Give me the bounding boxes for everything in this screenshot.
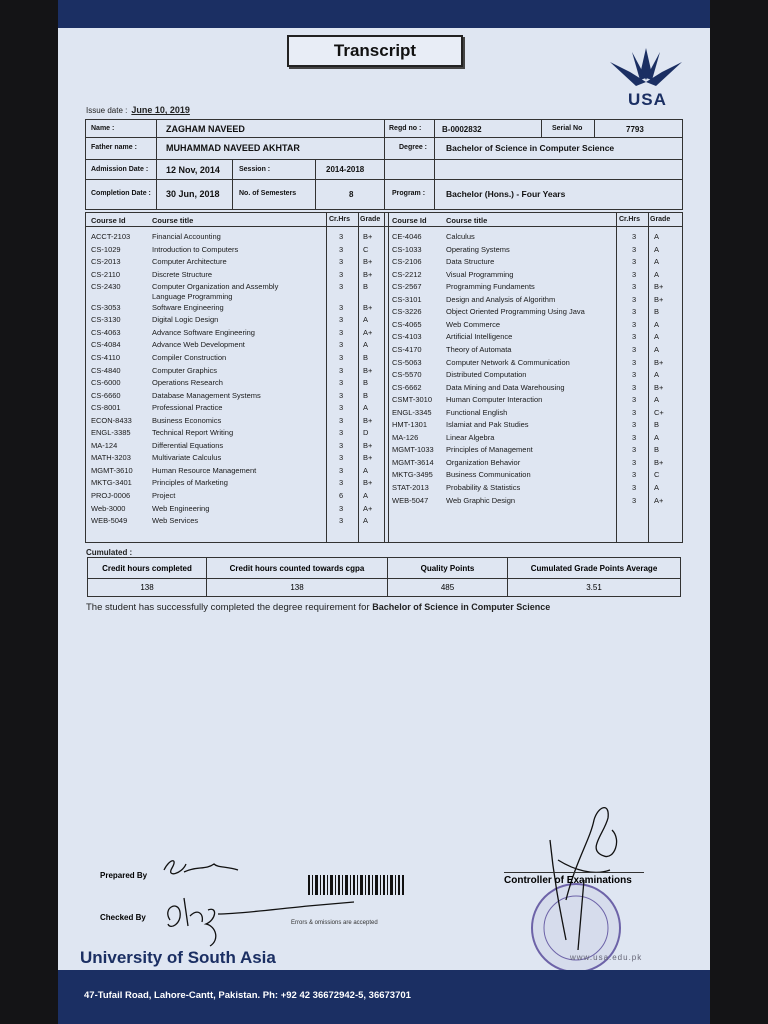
course-grade: A+ bbox=[654, 495, 664, 505]
course-id: ENGL-3385 bbox=[91, 428, 131, 438]
course-grade: C bbox=[363, 244, 369, 254]
course-title: Probability & Statistics bbox=[446, 483, 521, 492]
course-credit-hours: 6 bbox=[339, 491, 344, 500]
course-title: Human Resource Management bbox=[152, 465, 257, 475]
header-course-id-right: Course Id bbox=[392, 216, 427, 225]
course-id: PROJ-0006 bbox=[91, 491, 131, 500]
course-id: MA-126 bbox=[392, 432, 419, 442]
course-id: CS-3101 bbox=[392, 294, 422, 304]
course-grade: B+ bbox=[654, 357, 664, 367]
course-title: Web Engineering bbox=[152, 503, 210, 513]
course-id: MKTG-3495 bbox=[392, 470, 433, 480]
course-id: MATH-3203 bbox=[91, 453, 131, 463]
quality-points-value: 485 bbox=[440, 582, 455, 592]
course-grade: A bbox=[654, 244, 660, 254]
course-title: Computer Network & Communication bbox=[446, 357, 570, 367]
statement-text: The student has successfully completed the degree requirement for bbox=[86, 602, 370, 613]
footer-address: 47-Tufail Road, Lahore-Cantt, Pakistan. Ph: +92 42 36672942-5, 36673701 bbox=[84, 990, 411, 1001]
course-title: Visual Programming bbox=[446, 269, 514, 279]
session-label: Session : bbox=[239, 165, 271, 173]
course-grade: A bbox=[363, 403, 369, 413]
course-credit-hours: 3 bbox=[632, 483, 637, 492]
course-credit-hours: 3 bbox=[632, 357, 637, 367]
credit-hours-completed-header: Credit hours completed bbox=[102, 563, 192, 573]
course-title: Operating Systems bbox=[446, 244, 510, 254]
course-id: CS-2430 bbox=[91, 282, 121, 292]
course-title: Organization Behavior bbox=[446, 457, 521, 467]
prepared-by-label: Prepared By bbox=[100, 871, 148, 880]
course-grade: B+ bbox=[363, 269, 373, 279]
checked-by-label: Checked By bbox=[100, 913, 146, 922]
course-grade: A bbox=[654, 332, 660, 342]
course-title: Business Economics bbox=[152, 415, 222, 425]
course-credit-hours: 3 bbox=[632, 344, 637, 354]
course-credit-hours: 3 bbox=[632, 332, 637, 342]
course-title: Calculus bbox=[446, 232, 475, 241]
course-grade: B+ bbox=[363, 302, 373, 312]
father-name: MUHAMMAD NAVEED AKHTAR bbox=[166, 143, 300, 153]
course-credit-hours: 3 bbox=[632, 319, 637, 329]
course-credit-hours: 3 bbox=[339, 378, 344, 388]
course-id: CS-3130 bbox=[91, 315, 121, 325]
course-title: Advance Software Engineering bbox=[152, 327, 255, 337]
course-grade: C+ bbox=[654, 407, 664, 417]
course-grade: A bbox=[654, 232, 660, 241]
course-grade: A bbox=[654, 344, 660, 354]
course-title: Web Services bbox=[152, 516, 199, 526]
course-credit-hours: 3 bbox=[339, 232, 344, 241]
course-title: Project bbox=[152, 491, 176, 500]
course-credit-hours: 3 bbox=[339, 340, 344, 350]
course-title: Design and Analysis of Algorithm bbox=[446, 294, 556, 304]
course-grade: B+ bbox=[363, 257, 373, 267]
course-grade: B bbox=[654, 420, 660, 430]
course-id: CS-4084 bbox=[91, 340, 121, 350]
course-credit-hours: 3 bbox=[339, 440, 344, 450]
course-credit-hours: 3 bbox=[339, 302, 344, 312]
course-id: Web-3000 bbox=[91, 503, 126, 513]
course-id: CS-2106 bbox=[392, 257, 422, 267]
course-credit-hours: 3 bbox=[339, 257, 344, 267]
course-credit-hours: 3 bbox=[339, 327, 344, 337]
serial-label: Serial No bbox=[552, 125, 583, 132]
course-id: CS-2212 bbox=[392, 269, 422, 279]
course-grade: A bbox=[654, 257, 660, 267]
page-title: Transcript bbox=[287, 35, 463, 67]
completion-date: 30 Jun, 2018 bbox=[166, 189, 220, 199]
course-title: Islamiat and Pak Studies bbox=[446, 420, 529, 430]
course-credit-hours: 3 bbox=[339, 415, 344, 425]
course-title: Principles of Marketing bbox=[152, 478, 228, 488]
student-info-table bbox=[85, 119, 683, 210]
course-title: Technical Report Writing bbox=[152, 428, 234, 438]
course-credit-hours: 3 bbox=[632, 257, 637, 267]
course-credit-hours: 3 bbox=[632, 269, 637, 279]
course-grade: A+ bbox=[363, 503, 373, 513]
regd-number: B-0002832 bbox=[442, 124, 482, 134]
university-name: University of South Asia bbox=[80, 948, 276, 967]
course-grade: A bbox=[654, 370, 660, 380]
course-credit-hours: 3 bbox=[632, 370, 637, 380]
credit-hours-cgpa-value: 138 bbox=[290, 582, 304, 592]
header-cr-hrs: Cr.Hrs bbox=[329, 216, 351, 223]
course-title: Introduction to Computers bbox=[152, 244, 239, 254]
course-grade: B+ bbox=[654, 282, 664, 292]
course-id: CS-3053 bbox=[91, 302, 121, 312]
course-title-line2: Language Programming bbox=[152, 292, 233, 302]
course-credit-hours: 3 bbox=[339, 390, 344, 400]
course-title: Linear Algebra bbox=[446, 432, 495, 442]
course-title: Functional English bbox=[446, 407, 508, 417]
course-id: CS-6662 bbox=[392, 382, 422, 392]
course-id: MGMT-1033 bbox=[392, 445, 434, 455]
course-title: Multivariate Calculus bbox=[152, 453, 222, 463]
course-credit-hours: 3 bbox=[632, 395, 637, 405]
course-title: Data Structure bbox=[446, 257, 495, 267]
course-credit-hours: 3 bbox=[632, 307, 637, 317]
course-grade: B+ bbox=[654, 457, 664, 467]
credit-hours-completed-value: 138 bbox=[140, 582, 154, 592]
course-id: CS-4840 bbox=[91, 365, 121, 375]
course-grade: B bbox=[654, 307, 660, 317]
course-credit-hours: 3 bbox=[632, 282, 637, 292]
course-title: Object Oriented Programming Using Java bbox=[446, 307, 585, 317]
program-label: Program : bbox=[392, 190, 426, 197]
regd-label: Regd no : bbox=[389, 125, 422, 132]
course-grade: B+ bbox=[654, 294, 664, 304]
course-title: Business Communication bbox=[446, 470, 531, 480]
course-title: Principles of Management bbox=[446, 445, 533, 455]
course-title: Differential Equations bbox=[152, 440, 224, 450]
course-credit-hours: 3 bbox=[339, 478, 344, 488]
course-grade: B+ bbox=[363, 478, 373, 488]
course-credit-hours: 3 bbox=[339, 428, 344, 438]
course-id: CS-1033 bbox=[392, 244, 422, 254]
course-grade: A bbox=[654, 395, 660, 405]
course-credit-hours: 3 bbox=[632, 432, 637, 442]
cumulated-label: Cumulated : bbox=[86, 548, 133, 557]
transcript-sheet bbox=[58, 0, 710, 1024]
course-id: CSMT-3010 bbox=[392, 395, 433, 405]
course-id: CS-4063 bbox=[91, 327, 121, 337]
course-id: CS-1029 bbox=[91, 244, 121, 254]
course-id: CS-4065 bbox=[392, 319, 422, 329]
student-name: ZAGHAM NAVEED bbox=[166, 124, 245, 134]
course-credit-hours: 3 bbox=[339, 365, 344, 375]
admission-date: 12 Nov, 2014 bbox=[166, 164, 220, 175]
course-credit-hours: 3 bbox=[632, 420, 637, 430]
course-grade: A bbox=[363, 491, 369, 500]
course-title: Theory of Automata bbox=[446, 344, 512, 354]
course-grade: D bbox=[363, 428, 369, 438]
course-title: Financial Accounting bbox=[152, 232, 221, 241]
course-credit-hours: 3 bbox=[632, 232, 637, 241]
course-id: CS-4110 bbox=[91, 352, 121, 362]
program-value: Bachelor (Hons.) - Four Years bbox=[446, 189, 566, 199]
controller-of-examinations: Controller of Examinations bbox=[504, 872, 644, 886]
top-band bbox=[58, 0, 710, 28]
header-course-title: Course title bbox=[152, 216, 194, 225]
course-id: CS-4170 bbox=[392, 344, 422, 354]
course-id: MA-124 bbox=[91, 440, 118, 450]
website: www.usa.edu.pk bbox=[570, 953, 643, 962]
course-credit-hours: 3 bbox=[632, 382, 637, 392]
course-grade: A bbox=[654, 269, 660, 279]
course-id: STAT-2013 bbox=[392, 483, 429, 492]
course-title: Computer Graphics bbox=[152, 365, 218, 375]
issue-date bbox=[86, 105, 190, 115]
course-grade: B bbox=[654, 445, 660, 455]
course-grade: B bbox=[363, 282, 369, 292]
credit-hours-cgpa-header: Credit hours counted towards cgpa bbox=[229, 563, 365, 573]
course-id: WEB-5049 bbox=[91, 516, 128, 526]
course-title: Operations Research bbox=[152, 378, 223, 388]
course-grade: A bbox=[654, 319, 660, 329]
course-id: ENGL-3345 bbox=[392, 407, 432, 417]
course-grade: B+ bbox=[654, 382, 664, 392]
father-label: Father name : bbox=[91, 144, 137, 151]
course-title: Discrete Structure bbox=[152, 269, 213, 279]
course-id: CS-5063 bbox=[392, 357, 422, 367]
course-credit-hours: 3 bbox=[632, 457, 637, 467]
course-grade: B bbox=[363, 390, 369, 400]
course-title: Programming Fundaments bbox=[446, 282, 535, 292]
course-grade: A bbox=[363, 315, 369, 325]
cgpa-header: Cumulated Grade Points Average bbox=[530, 563, 658, 573]
course-id: CS-2013 bbox=[91, 257, 121, 267]
header-grade: Grade bbox=[360, 216, 381, 223]
course-credit-hours: 3 bbox=[339, 453, 344, 463]
course-id: CS-8001 bbox=[91, 403, 121, 413]
course-id: CS-2567 bbox=[392, 282, 422, 292]
course-credit-hours: 3 bbox=[632, 294, 637, 304]
issue-date-value: June 10, 2019 bbox=[131, 105, 190, 115]
course-title: Human Computer Interaction bbox=[446, 395, 543, 405]
session-value: 2014-2018 bbox=[326, 165, 365, 174]
serial-number: 7793 bbox=[626, 124, 644, 134]
logo-text: USA bbox=[628, 90, 667, 109]
course-title: Artificial Intelligence bbox=[446, 332, 513, 342]
course-grade: A bbox=[363, 516, 369, 526]
course-grade: A+ bbox=[363, 327, 373, 337]
course-title: Database Management Systems bbox=[152, 390, 261, 400]
errors-note: Errors & omissions are accepted bbox=[291, 920, 378, 926]
header-course-title-right: Course title bbox=[446, 216, 488, 225]
course-credit-hours: 3 bbox=[632, 244, 637, 254]
name-label: Name : bbox=[91, 125, 115, 132]
controller-stamp-icon bbox=[514, 800, 644, 975]
course-title: Digital Logic Design bbox=[152, 315, 219, 325]
course-credit-hours: 3 bbox=[339, 244, 344, 254]
course-credit-hours: 3 bbox=[632, 470, 637, 480]
course-grade: B bbox=[363, 352, 369, 362]
semesters-label: No. of Semesters bbox=[239, 190, 297, 197]
course-title: Computer Organization and Assembly bbox=[152, 282, 279, 292]
header-cr-hrs-right: Cr.Hrs bbox=[619, 216, 641, 223]
course-id: CS-2110 bbox=[91, 269, 121, 279]
course-id: MKTG-3401 bbox=[91, 478, 132, 488]
course-title: Data Mining and Data Warehousing bbox=[446, 382, 565, 392]
course-title: Distributed Computation bbox=[446, 370, 527, 380]
course-credit-hours: 3 bbox=[339, 315, 344, 325]
course-id: CS-4103 bbox=[392, 332, 422, 342]
course-credit-hours: 3 bbox=[339, 516, 344, 526]
course-id: HMT-1301 bbox=[392, 420, 428, 430]
course-grade: B+ bbox=[363, 365, 373, 375]
course-id: CS-6000 bbox=[91, 378, 121, 388]
issue-date-label: Issue date : bbox=[86, 106, 128, 115]
course-id: CS-3226 bbox=[392, 307, 422, 317]
completion-label: Completion Date : bbox=[91, 190, 151, 197]
course-id: CE-4046 bbox=[392, 232, 422, 241]
course-grade: A bbox=[654, 432, 660, 442]
header-course-id: Course Id bbox=[91, 216, 126, 225]
semesters-value: 8 bbox=[349, 189, 354, 199]
course-grade: B+ bbox=[363, 415, 373, 425]
course-id: MGMT-3610 bbox=[91, 465, 133, 475]
course-id: ACCT-2103 bbox=[91, 232, 131, 241]
course-credit-hours: 3 bbox=[632, 495, 637, 505]
course-credit-hours: 3 bbox=[632, 407, 637, 417]
course-credit-hours: 3 bbox=[339, 465, 344, 475]
course-credit-hours: 3 bbox=[339, 282, 344, 292]
degree-label: Degree : bbox=[399, 144, 428, 151]
course-title: Professional Practice bbox=[152, 403, 223, 413]
statement-degree: Bachelor of Science in Computer Science bbox=[372, 602, 551, 612]
course-grade: A bbox=[363, 340, 369, 350]
degree-value: Bachelor of Science in Computer Science bbox=[446, 143, 615, 153]
admission-label: Admission Date : bbox=[91, 165, 149, 173]
completion-statement bbox=[86, 602, 550, 613]
course-grade: C bbox=[654, 470, 660, 480]
course-credit-hours: 3 bbox=[339, 403, 344, 413]
course-title: Web Commerce bbox=[446, 319, 501, 329]
cumulated-table bbox=[87, 557, 681, 597]
course-title: Web Graphic Design bbox=[446, 495, 516, 505]
barcode-icon bbox=[308, 875, 404, 895]
cgpa-value: 3.51 bbox=[586, 582, 602, 592]
course-title: Software Engineering bbox=[152, 302, 224, 312]
course-id: WEB-5047 bbox=[392, 495, 429, 505]
course-id: MGMT-3614 bbox=[392, 457, 434, 467]
course-id: CS-5570 bbox=[392, 370, 422, 380]
course-credit-hours: 3 bbox=[339, 269, 344, 279]
course-title: Computer Architecture bbox=[152, 257, 227, 267]
course-credit-hours: 3 bbox=[339, 503, 344, 513]
course-grade: A bbox=[363, 465, 369, 475]
course-credit-hours: 3 bbox=[339, 352, 344, 362]
course-title: Advance Web Development bbox=[152, 340, 245, 350]
course-grade: B+ bbox=[363, 440, 373, 450]
header-grade-right: Grade bbox=[650, 216, 671, 223]
course-grade: B bbox=[363, 378, 369, 388]
course-title: Compiler Construction bbox=[152, 352, 227, 362]
course-credit-hours: 3 bbox=[632, 445, 637, 455]
course-grade: A bbox=[654, 483, 660, 492]
course-grade: B+ bbox=[363, 453, 373, 463]
course-id: ECON-8433 bbox=[91, 415, 132, 425]
quality-points-header: Quality Points bbox=[420, 563, 475, 573]
course-grade: B+ bbox=[363, 232, 373, 241]
course-table bbox=[85, 212, 683, 543]
course-id: CS-6660 bbox=[91, 390, 121, 400]
